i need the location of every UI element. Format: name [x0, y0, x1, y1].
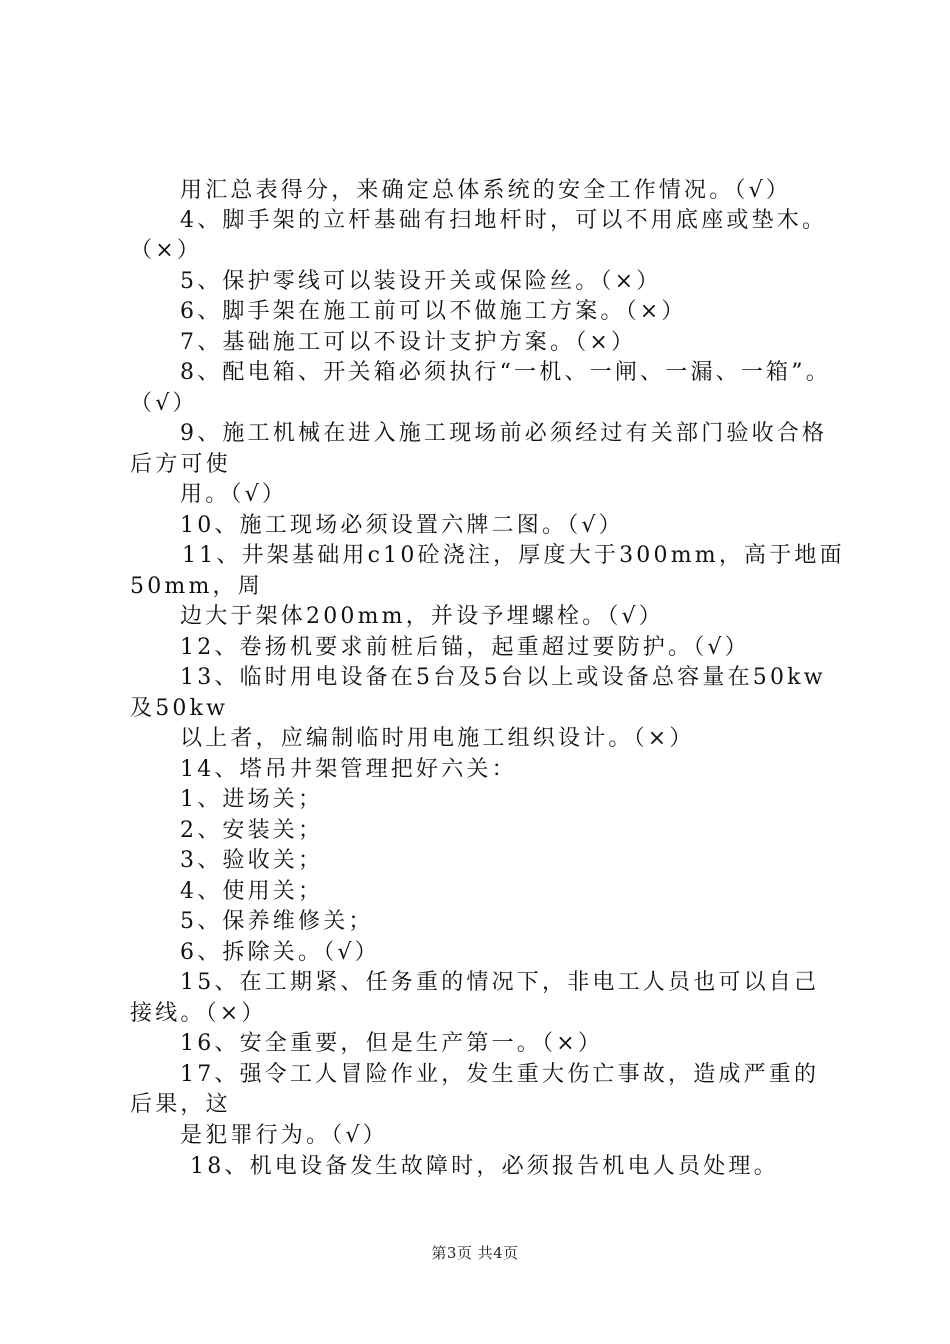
text-line: 及50kw — [130, 696, 229, 721]
text-line: 16、安全重要，但是生产第一。（×） — [180, 1031, 604, 1056]
text-line: 后方可使 — [130, 452, 231, 477]
page-number: 第3页 共4页 — [431, 1244, 519, 1262]
text-line: 15、在工期紧、任务重的情况下，非电工人员也可以自己 — [180, 970, 820, 995]
text-line: 3、验收关； — [180, 848, 324, 873]
text-line: 后果，这 — [130, 1092, 231, 1117]
text-line: 以上者，应编制临时用电施工组织设计。（×） — [180, 726, 695, 751]
text-line: 7、基础施工可以不设计支护方案。（×） — [180, 330, 637, 355]
text-line: 9、施工机械在进入施工现场前必须经过有关部门验收合格 — [180, 421, 828, 446]
text-line: 4、使用关； — [180, 879, 324, 904]
text-line: 是犯罪行为。（√） — [180, 1123, 388, 1148]
text-line: 10、施工现场必须设置六牌二图。（√） — [180, 513, 624, 538]
text-line: （×） — [130, 238, 203, 263]
text-line: 50mm，周 — [130, 574, 263, 599]
text-line: 6、拆除关。（√） — [180, 940, 380, 965]
text-line: 17、强令工人冒险作业，发生重大伤亡事故，造成严重的 — [180, 1062, 820, 1087]
text-line: 11、井架基础用c10砼浇注，厚度大于300mm，高于地面 — [182, 543, 845, 568]
text-line: 12、卷扬机要求前桩后锚，起重超过要防护。（√） — [180, 635, 750, 660]
text-line: 4、脚手架的立杆基础有扫地杆时，可以不用底座或垫木。 — [180, 208, 828, 233]
text-line: 13、临时用电设备在5台及5台以上或设备总容量在50kw — [180, 665, 826, 690]
text-line: 18、机电设备发生故障时，必须报告机电人员处理。 — [190, 1154, 779, 1179]
text-line: 5、保护零线可以装设开关或保险丝。（×） — [180, 269, 662, 294]
text-line: （√） — [130, 391, 198, 416]
text-line: 5、保养维修关； — [180, 909, 374, 934]
text-line: 用。（√） — [180, 482, 288, 507]
text-line: 2、安装关； — [180, 818, 324, 843]
text-line: 6、脚手架在施工前可以不做施工方案。（×） — [180, 299, 687, 324]
text-line: 1、进场关； — [180, 787, 324, 812]
text-line: 14、塔吊井架管理把好六关： — [180, 757, 517, 782]
text-line: 接线。（×） — [130, 1001, 267, 1026]
text-line: 用汇总表得分，来确定总体系统的安全工作情况。（√） — [180, 178, 792, 203]
text-line: 边大于架体200mm，并设予埋螺栓。（√） — [180, 604, 664, 629]
text-line: 8、配电箱、开关箱必须执行“一机、一闸、一漏、一箱”。 — [180, 360, 831, 385]
